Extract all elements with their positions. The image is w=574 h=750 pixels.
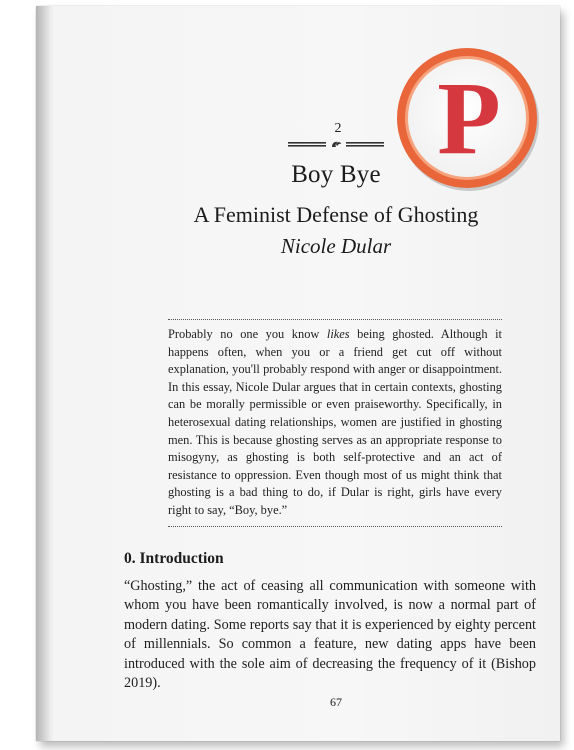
chapter-ornament-icon: [288, 139, 384, 149]
chapter-author: Nicole Dular: [280, 234, 392, 258]
abstract-text-end: being ghosted. Although it happens often, when you or a friend get cut off without explanation, you'll probably respond with anger or disappointment. In this essay, Nicole Dular argues that in certain contexts, ghosting can be morally permissible or even praiseworthy. Specifically, in heterosexual dating relationships, women are justified in ghosting men. This is because ghosting serves as an appropriate response to misogyny, as ghosting is both self-protective and an act of resistance to oppression. Even though most of us might think that ghosting is a bad thing to do, if Dular is right, girls have every right to say, “Boy, bye.”: [168, 327, 502, 517]
body-paragraph: “Ghosting,” the act of ceasing all communication with someone with whom you have been romantically involved, is now a normal part of modern dating. Some reports say that it is experienced by eighty percent of millennials. So common a feature, new dating apps have been introduced with the sole aim of decreasing the frequency of it (Bishop 2019).: [124, 578, 536, 692]
chapter-number: 2: [334, 121, 342, 136]
abstract-emphasis: likes: [326, 327, 350, 341]
chapter-subtitle: A Feminist Defense of Ghosting: [193, 202, 479, 227]
logo-letter: P: [437, 61, 501, 176]
chapter-title: Boy Bye: [291, 161, 381, 188]
section-heading: 0. Introduction: [124, 550, 224, 567]
publisher-logo-icon: [392, 43, 542, 193]
abstract: [168, 319, 502, 527]
page-number: 67: [330, 695, 342, 709]
abstract-text-start: Probably no one you know: [168, 327, 327, 341]
